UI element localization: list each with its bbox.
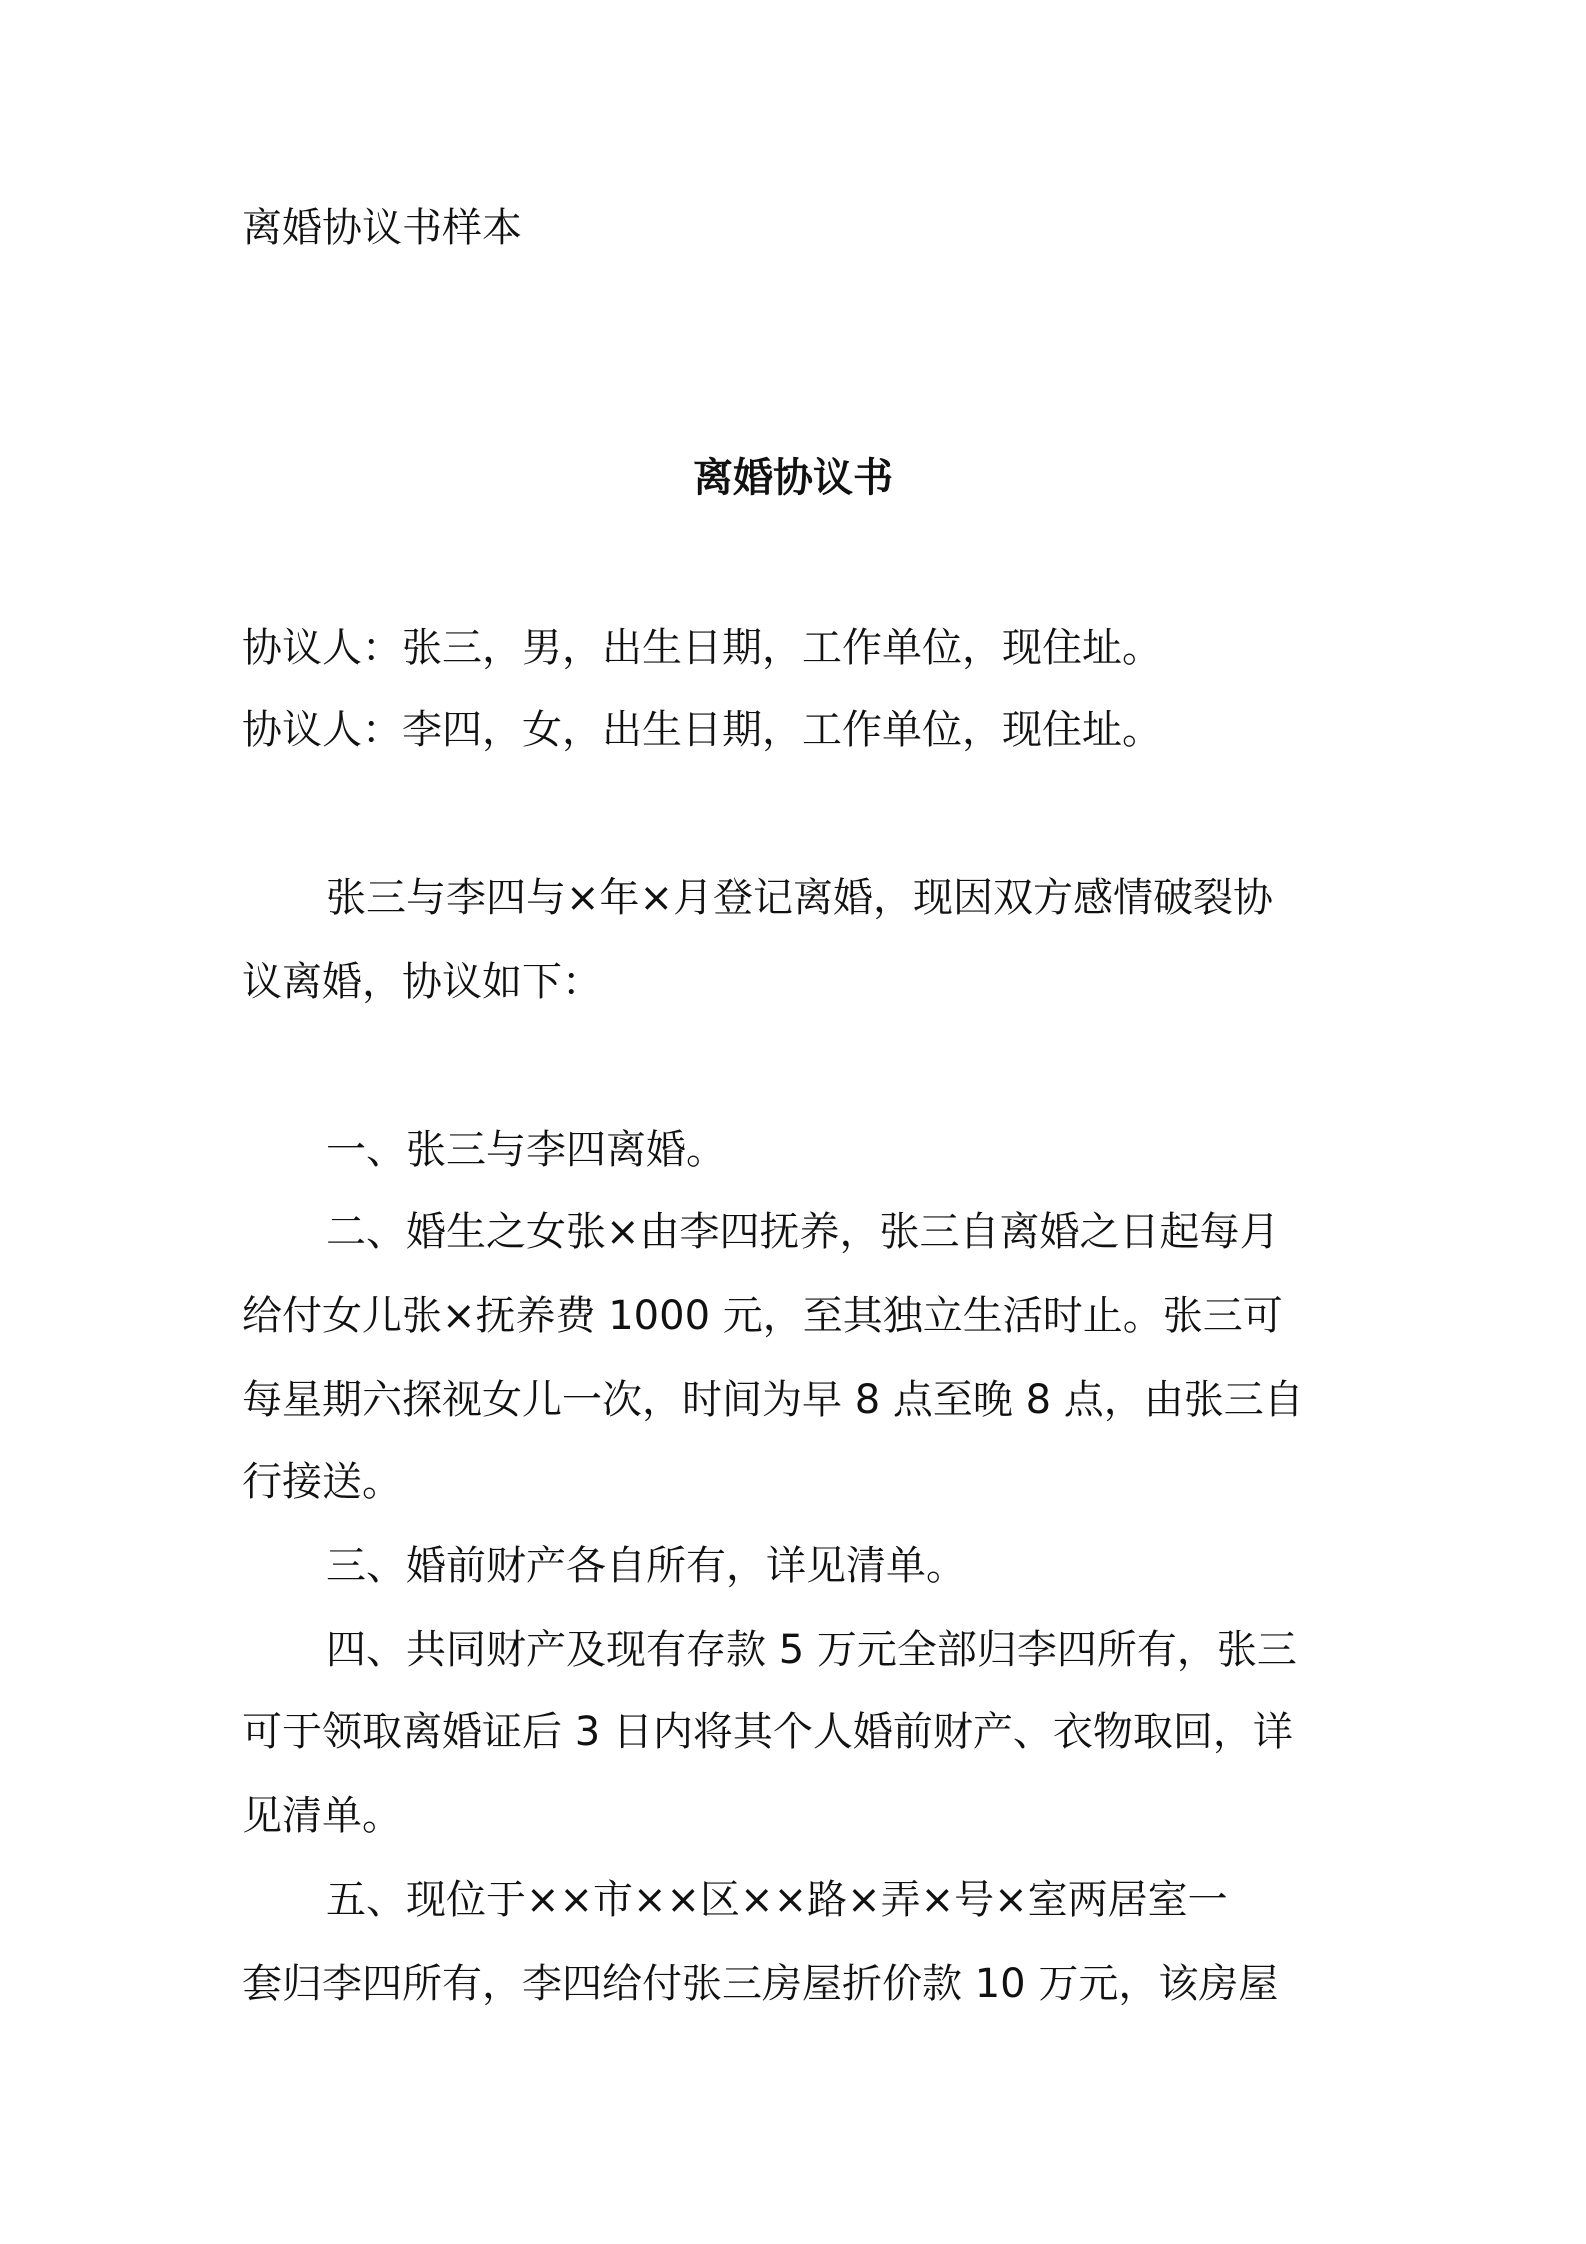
clause-4-line-1: 四、共同财产及现有存款 5 万元全部归李四所有，张三 xyxy=(326,1627,1297,1673)
party-line-1: 协议人：张三，男，出生日期，工作单位，现住址。 xyxy=(242,625,1162,671)
intro-line-2: 议离婚，协议如下： xyxy=(242,959,602,1005)
clause-4-line-3: 见清单。 xyxy=(242,1793,402,1839)
clause-2-line-3: 每星期六探视女儿一次，时间为早 8 点至晚 8 点，由张三自 xyxy=(242,1377,1304,1423)
clause-2-line-2: 给付女儿张×抚养费 1000 元，至其独立生活时止。张三可 xyxy=(242,1293,1283,1339)
clause-2-line-1: 二、婚生之女张×由李四抚养，张三自离婚之日起每月 xyxy=(326,1209,1280,1255)
clause-2-line-4: 行接送。 xyxy=(242,1459,402,1505)
clause-5-line-2: 套归李四所有，李四给付张三房屋折价款 10 万元，该房屋 xyxy=(242,1961,1279,2007)
document-title: 离婚协议书 xyxy=(693,455,893,501)
intro-line-1: 张三与李四与×年×月登记离婚，现因双方感情破裂协 xyxy=(326,875,1274,921)
clause-1-line-1: 一、张三与李四离婚。 xyxy=(326,1127,726,1173)
clause-3-line-1: 三、婚前财产各自所有，详见清单。 xyxy=(326,1543,966,1589)
document-label: 离婚协议书样本 xyxy=(242,205,522,251)
clause-4-line-2: 可于领取离婚证后 3 日内将其个人婚前财产、衣物取回，详 xyxy=(242,1709,1293,1755)
party-line-2: 协议人：李四，女，出生日期，工作单位，现住址。 xyxy=(242,707,1162,753)
clause-5-line-1: 五、现位于××市××区××路×弄×号×室两居室一 xyxy=(326,1877,1228,1923)
